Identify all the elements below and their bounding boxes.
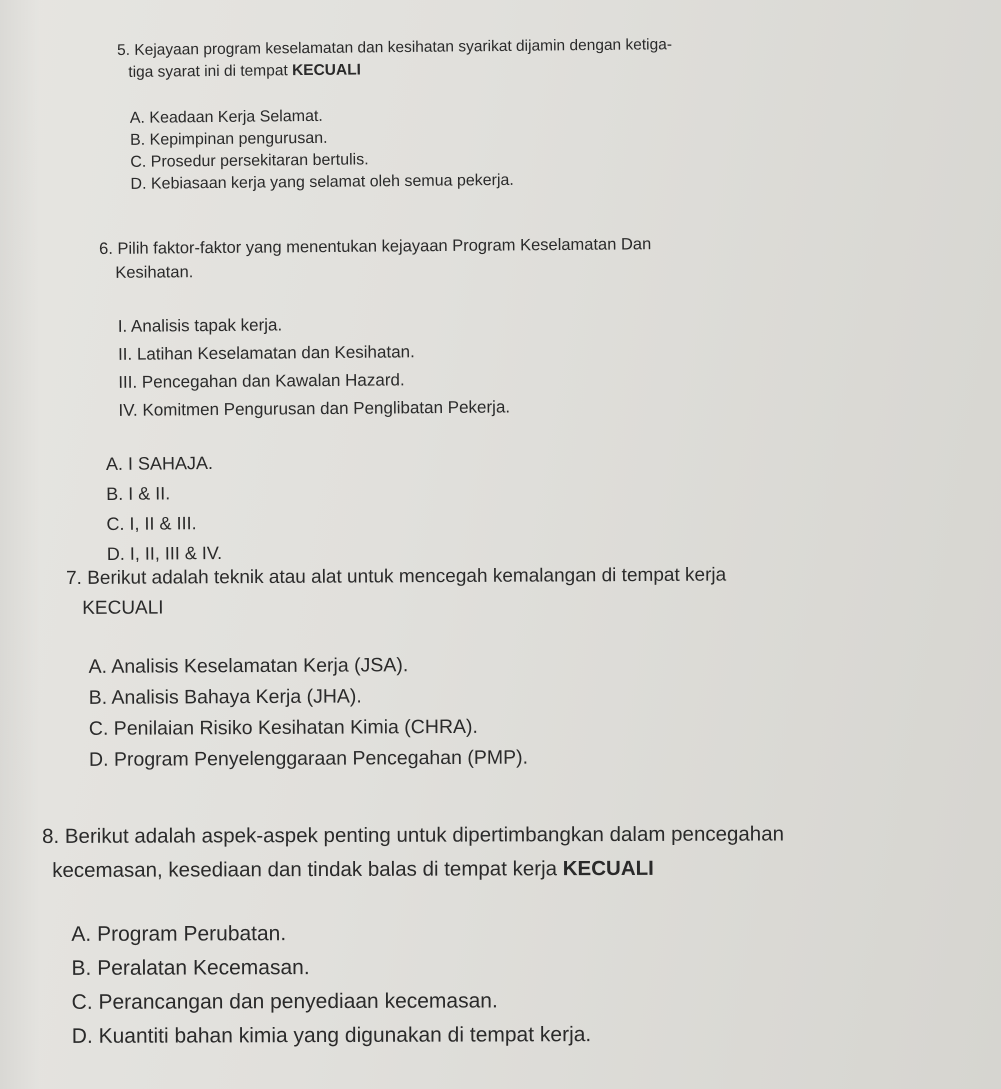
question-8-line-2 [42, 851, 982, 888]
question-7-kecuali: KECUALI [82, 597, 164, 619]
question-8-kecuali: KECUALI [562, 856, 654, 881]
question-6-option-d: D. I, II, III & IV. [106, 542, 223, 564]
question-6-option-a: A. I SAHAJA. [105, 453, 214, 474]
question-6-statement-i: I. Analisis tapak kerja. [117, 315, 283, 336]
question-6-statement-iii: III. Pencegahan dan Kawalan Hazard. [118, 370, 405, 392]
question-6-option-b: B. I & II. [106, 483, 171, 504]
question-6-statement-iv: IV. Komitmen Pengurusan dan Penglibatan Pekerja. [118, 397, 511, 420]
question-5-option-a: A. Keadaan Kerja Selamat. [129, 107, 323, 127]
question-8-line-2-text: kecemasan, kesediaan dan tindak balas di tempat kerja [52, 857, 563, 882]
question-8-option-c: C. Perancangan dan penyediaan kecemasan. [71, 989, 498, 1014]
question-5-option-c: C. Prosedur persekitaran bertulis. [130, 151, 369, 171]
question-5-stem [117, 31, 977, 84]
question-6-option-c: C. I, II & III. [106, 513, 197, 534]
question-7-option-a: A. Analisis Keselamatan Kerja (JSA). [88, 654, 409, 678]
question-7-options [66, 647, 967, 776]
question-8 [42, 817, 983, 1054]
question-7 [66, 559, 967, 776]
question-8-line-1: 8. Berikut adalah aspek-aspek penting untuk dipertimbangkan dalam pencegahan [42, 822, 785, 848]
question-7-option-b: B. Analisis Bahaya Kerja (JHA). [88, 685, 362, 709]
question-6-statement-ii: II. Latihan Keselamatan dan Kesihatan. [117, 342, 415, 364]
question-8-option-b: B. Peralatan Kecemasan. [71, 956, 310, 980]
question-5-line-1: 5. Kejayaan program keselamatan dan kesihatan syarikat dijamin dengan ketiga- [117, 36, 673, 59]
question-6 [99, 229, 982, 569]
question-8-options [42, 915, 982, 1054]
question-7-option-c: C. Penilaian Risiko Kesihatan Kimia (CHRA). [88, 715, 478, 740]
question-7-stem [66, 559, 966, 624]
question-5-line-2-text: tiga syarat ini di tempat [128, 62, 293, 81]
question-6-line-1: 6. Pilih faktor-faktor yang menentukan kejayaan Program Keselamatan Dan [99, 235, 652, 258]
question-5 [117, 31, 979, 196]
question-6-stem [99, 229, 979, 285]
question-6-options [101, 441, 982, 569]
question-6-statements [100, 305, 981, 425]
question-6-line-2: Kesihatan. [115, 263, 194, 282]
question-5-option-b: B. Kepimpinan pengurusan. [129, 129, 328, 149]
question-8-option-a: A. Program Perubatan. [71, 922, 287, 946]
question-5-kecuali: KECUALI [291, 61, 362, 80]
question-5-options [118, 99, 979, 196]
question-8-stem [42, 817, 982, 888]
question-7-option-d: D. Program Penyelenggaraan Pencegahan (PMP). [88, 746, 529, 771]
page-shadow [0, 0, 40, 1089]
question-5-option-d: D. Kebiasaan kerja yang selamat oleh semua pekerja. [130, 171, 514, 193]
question-7-line-1: 7. Berikut adalah teknik atau alat untuk mencegah kemalangan di tempat kerja [66, 564, 727, 589]
question-8-option-d: D. Kuantiti bahan kimia yang digunakan di tempat kerja. [71, 1023, 592, 1048]
